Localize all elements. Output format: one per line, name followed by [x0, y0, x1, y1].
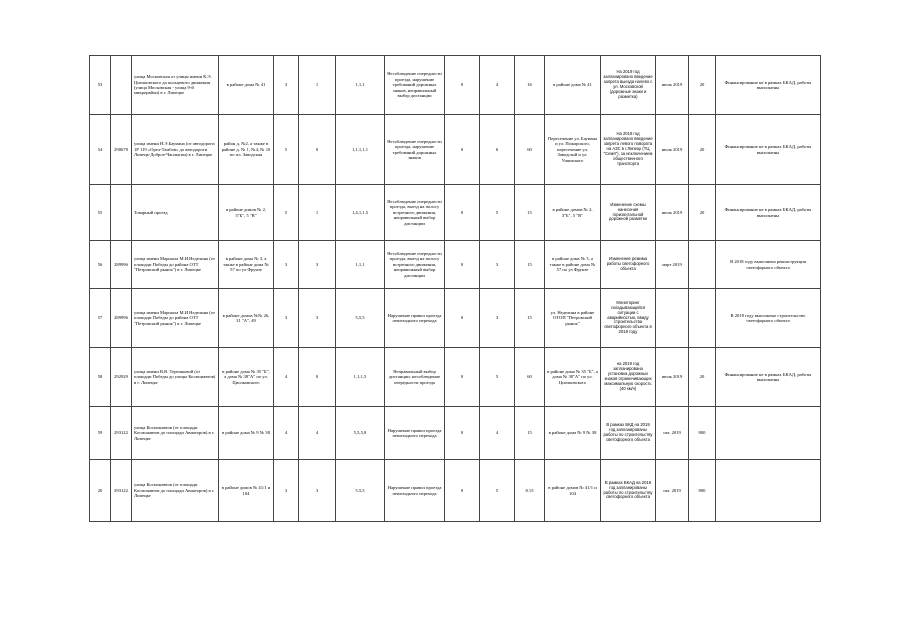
killed-count-cell: 0 — [445, 348, 480, 407]
concentration-place-cell: в районе дома № 35 "Б", а дома № 38"А" по ул. Циолковского — [545, 348, 601, 407]
total-injured-cell: 5 — [480, 460, 515, 522]
planned-measures-cell: Мониторинг складывающейся ситуации с аварийностью, ввиду строительства светофорного объекта в 2018 году — [601, 289, 656, 348]
row-number-cell: 54 — [90, 115, 111, 185]
planned-measures-cell: на 2019 год запланирована установка дорожных знаков ограничивающих максимальную скорость (40 км/ч) — [601, 348, 656, 407]
concentration-place-cell: в районе домов № 2, 3"Б", 5 "В" — [545, 185, 601, 241]
table-row — [90, 56, 821, 115]
incidents-count-cell: 3 — [274, 289, 299, 348]
injured-count-cell: 0 — [299, 115, 336, 185]
injured-count-cell: 3 — [299, 289, 336, 348]
incident-types-cell: 1,1,1 — [336, 56, 385, 115]
table-row — [90, 460, 821, 522]
row-number-cell: 58 — [90, 348, 111, 407]
incident-reasons-cell: Несоблюдение очередности проезда, нарушение требований дорожных знаков, неправильный выбор дистанции — [385, 56, 445, 115]
weight-cell: 60 — [515, 115, 545, 185]
weight-cell: 8.15 — [515, 460, 545, 522]
street-name-cell: улица Космонавтов (от площади Космонавтов до площади Авиаторов) в г. Липецке — [132, 460, 219, 522]
deadline-cell: июль 2019 — [656, 348, 689, 407]
table-row — [90, 289, 821, 348]
total-injured-cell: 6 — [480, 115, 515, 185]
cost-cell — [689, 241, 716, 289]
street-name-cell: улица имени В.В. Терешковой (от площади Победы до улицы Космонавтов) в г. Липецке — [132, 348, 219, 407]
weight-cell: 15 — [515, 407, 545, 460]
status-note-cell — [716, 460, 821, 522]
status-note-cell — [716, 407, 821, 460]
cost-cell: 20 — [689, 185, 716, 241]
table-row — [90, 241, 821, 289]
street-name-cell: улица имени Маршала М.И.Неделина (от площади Победы до района ОТТ "Петровский рынок") в г. Липецке — [132, 289, 219, 348]
incidents-count-cell: 4 — [274, 407, 299, 460]
planned-measures-cell: Изменение схемы нанесения горизонтальной дорожной разметки — [601, 185, 656, 241]
injured-count-cell: 0 — [299, 348, 336, 407]
deadline-cell: март 2019 — [656, 241, 689, 289]
cost-cell — [689, 289, 716, 348]
status-note-cell: Финансирование не в рамках БКАД, работы выполнены — [716, 115, 821, 185]
street-name-cell: улица Космонавтов (от площади Космонавтов до площади Авиаторов) в г. Липецке — [132, 407, 219, 460]
row-number-cell: 53 — [90, 56, 111, 115]
total-injured-cell: 5 — [480, 348, 515, 407]
incidents-count-cell: 3 — [274, 241, 299, 289]
status-note-cell: Финансирование не в рамках БКАД, работы выполнены — [716, 185, 821, 241]
total-injured-cell: 4 — [480, 56, 515, 115]
deadline-cell: окт. 2019 — [656, 460, 689, 522]
concentration-place-cell: Пересечение ул. Баумана и ул. Пожарского, пересечение ул. Заводской и ул. Ушинского — [545, 115, 601, 185]
concentration-place-cell: в районе дома № 9 № 38 — [545, 407, 601, 460]
total-injured-cell: 4 — [480, 407, 515, 460]
planned-measures-cell: В рамках БКАД на 2019 год запланированы работы по строительству светофорного объекта — [601, 460, 656, 522]
incident-reasons-cell: Нарушение правил проезда пешеходного перехода — [385, 289, 445, 348]
location-cell: в районе домов № 41/1 и 104 — [219, 460, 274, 522]
weight-cell: 16 — [515, 56, 545, 115]
concentration-place-cell: ул. Неделина в районе ОТОП "Петровский рынок" — [545, 289, 601, 348]
killed-count-cell: 0 — [445, 460, 480, 522]
street-name-cell: Товарный проезд — [132, 185, 219, 241]
concentration-place-cell: в районе дома № 3, а также в районе дома № 57 по ул Фрунзе — [545, 241, 601, 289]
planned-measures-cell: На 2019 год запланировано введение запрета выезда налево с ул. Московской (дорожные знаки и разметка) — [601, 56, 656, 115]
killed-count-cell: 0 — [445, 289, 480, 348]
incident-types-cell: 5,5,5 — [336, 289, 385, 348]
road-code-cell — [111, 56, 132, 115]
status-note-cell: В 2018 году выполнено строительство светофорного объекта — [716, 289, 821, 348]
road-code-cell — [111, 185, 132, 241]
incidents-count-cell: 3 — [274, 56, 299, 115]
weight-cell: 15 — [515, 185, 545, 241]
incident-reasons-cell: Несоблюдение очередности проезда, нарушение требований дорожных знаков — [385, 115, 445, 185]
total-injured-cell: 5 — [480, 185, 515, 241]
table-row — [90, 348, 821, 407]
incidents-count-cell: 5 — [274, 185, 299, 241]
killed-count-cell: 0 — [445, 115, 480, 185]
status-note-cell: В 2018 году выполнена реконструкция светофорного объекта — [716, 241, 821, 289]
table-row — [90, 115, 821, 185]
incident-types-cell: 1,1,1,5 — [336, 348, 385, 407]
deadline-cell — [656, 289, 689, 348]
injured-count-cell: 3 — [299, 460, 336, 522]
accident-sites-table — [89, 55, 821, 522]
planned-measures-cell: На 2019 год запланировано введение запрета левого поворота на АЗС в г.Липецк (ТЦ "Семя"), за исключением общественного транспорта — [601, 115, 656, 185]
incidents-count-cell: 4 — [274, 348, 299, 407]
cost-cell: 20 — [689, 115, 716, 185]
weight-cell: 15 — [515, 241, 545, 289]
location-cell: в районе домов № 2, 3"Б", 5 "В" — [219, 185, 274, 241]
road-code-cell: 289996 — [111, 241, 132, 289]
road-code-cell: 293122 — [111, 407, 132, 460]
deadline-cell: июль 2019 — [656, 115, 689, 185]
row-number-cell: 57 — [90, 289, 111, 348]
street-name-cell: улица имени Маршала М.И.Неделина (от площади Победы до района ОТТ "Петровский рынок") в г. Липецке — [132, 241, 219, 289]
road-code-cell: 290678 — [111, 115, 132, 185]
row-number-cell: 55 — [90, 185, 111, 241]
cost-cell: 20 — [689, 56, 716, 115]
killed-count-cell: 0 — [445, 241, 480, 289]
incidents-count-cell: 3 — [274, 460, 299, 522]
street-name-cell: улица имени Н.Э.Баумана (от автодороги 1Р 119 «Орел-Тамбов» до автодороги Липецк-Доброе-Чаплыгин) в г. Липецке — [132, 115, 219, 185]
incident-types-cell: 5,5,5 — [336, 460, 385, 522]
cost-cell: 800 — [689, 460, 716, 522]
row-number-cell: 56 — [90, 241, 111, 289]
total-injured-cell: 3 — [480, 241, 515, 289]
injured-count-cell: 1 — [299, 185, 336, 241]
incident-types-cell: 1,1,1 — [336, 241, 385, 289]
incident-types-cell: 5,5,5,8 — [336, 407, 385, 460]
location-cell: в районе дома № 41 — [219, 56, 274, 115]
table-row — [90, 185, 821, 241]
incident-types-cell: 1,4,1,1,5 — [336, 185, 385, 241]
incident-reasons-cell: Неправильный выбор дистанции, несоблюдение очередности проезда — [385, 348, 445, 407]
incident-reasons-cell: Нарушение правил проезда пешеходного перехода — [385, 460, 445, 522]
killed-count-cell: 0 — [445, 185, 480, 241]
location-cell: в районе дома № 9 № 38 — [219, 407, 274, 460]
concentration-place-cell: в районе домов № 41/1 и 104 — [545, 460, 601, 522]
incident-reasons-cell: Несоблюдение очередности проезда, выезд на полосу встречного движения, неправильный выбор дистанции — [385, 185, 445, 241]
road-code-cell: 289996 — [111, 289, 132, 348]
incident-reasons-cell: Несоблюдение очередности проезда, выезд на полосу встречного движения, неправильный выбор дистанции — [385, 241, 445, 289]
injured-count-cell: 1 — [299, 56, 336, 115]
row-number-cell: 20 — [90, 460, 111, 522]
incident-reasons-cell: Нарушение правил проезда пешеходного перехода — [385, 407, 445, 460]
planned-measures-cell: В рамках БКД на 2019 год запланированы работы по строительству светофорного объекта — [601, 407, 656, 460]
weight-cell: 60 — [515, 348, 545, 407]
status-note-cell: Финансирование не в рамках БКАД, работы выполнены — [716, 56, 821, 115]
street-name-cell: улица Московская от улицы имени К.Э. Циолковского до кольцевого движения (улица Московская - улица 9-й микрорайон) в г. Липецке — [132, 56, 219, 115]
location-cell: в районе дома № 3, а также в районе дома № 57 по ул Фрунзе — [219, 241, 274, 289]
location-cell: в районе домов №№ 26, 31 "А", 49 — [219, 289, 274, 348]
road-code-cell: 293122 — [111, 460, 132, 522]
cost-cell: 800 — [689, 407, 716, 460]
cost-cell: 20 — [689, 348, 716, 407]
incident-types-cell: 1,1,1,1,1 — [336, 115, 385, 185]
deadline-cell: июль 2019 — [656, 185, 689, 241]
injured-count-cell: 3 — [299, 241, 336, 289]
row-number-cell: 59 — [90, 407, 111, 460]
deadline-cell: окт. 2019 — [656, 407, 689, 460]
incidents-count-cell: 5 — [274, 115, 299, 185]
location-cell: в районе дома № 35 "Б", а дома № 38"А" по ул. Циолковского — [219, 348, 274, 407]
deadline-cell: июль 2019 — [656, 56, 689, 115]
total-injured-cell: 3 — [480, 289, 515, 348]
killed-count-cell: 0 — [445, 407, 480, 460]
status-note-cell: Финансирование не в рамках БКАД, работы выполнены — [716, 348, 821, 407]
killed-count-cell: 0 — [445, 56, 480, 115]
location-cell: район д. №2, а также в районе д. № 1, №4, № 10 по пл. Заводская — [219, 115, 274, 185]
concentration-place-cell: в районе дома № 41 — [545, 56, 601, 115]
weight-cell: 15 — [515, 289, 545, 348]
road-code-cell: 292929 — [111, 348, 132, 407]
planned-measures-cell: Изменение режима работы светофорного объекта — [601, 241, 656, 289]
table-row — [90, 407, 821, 460]
injured-count-cell: 4 — [299, 407, 336, 460]
